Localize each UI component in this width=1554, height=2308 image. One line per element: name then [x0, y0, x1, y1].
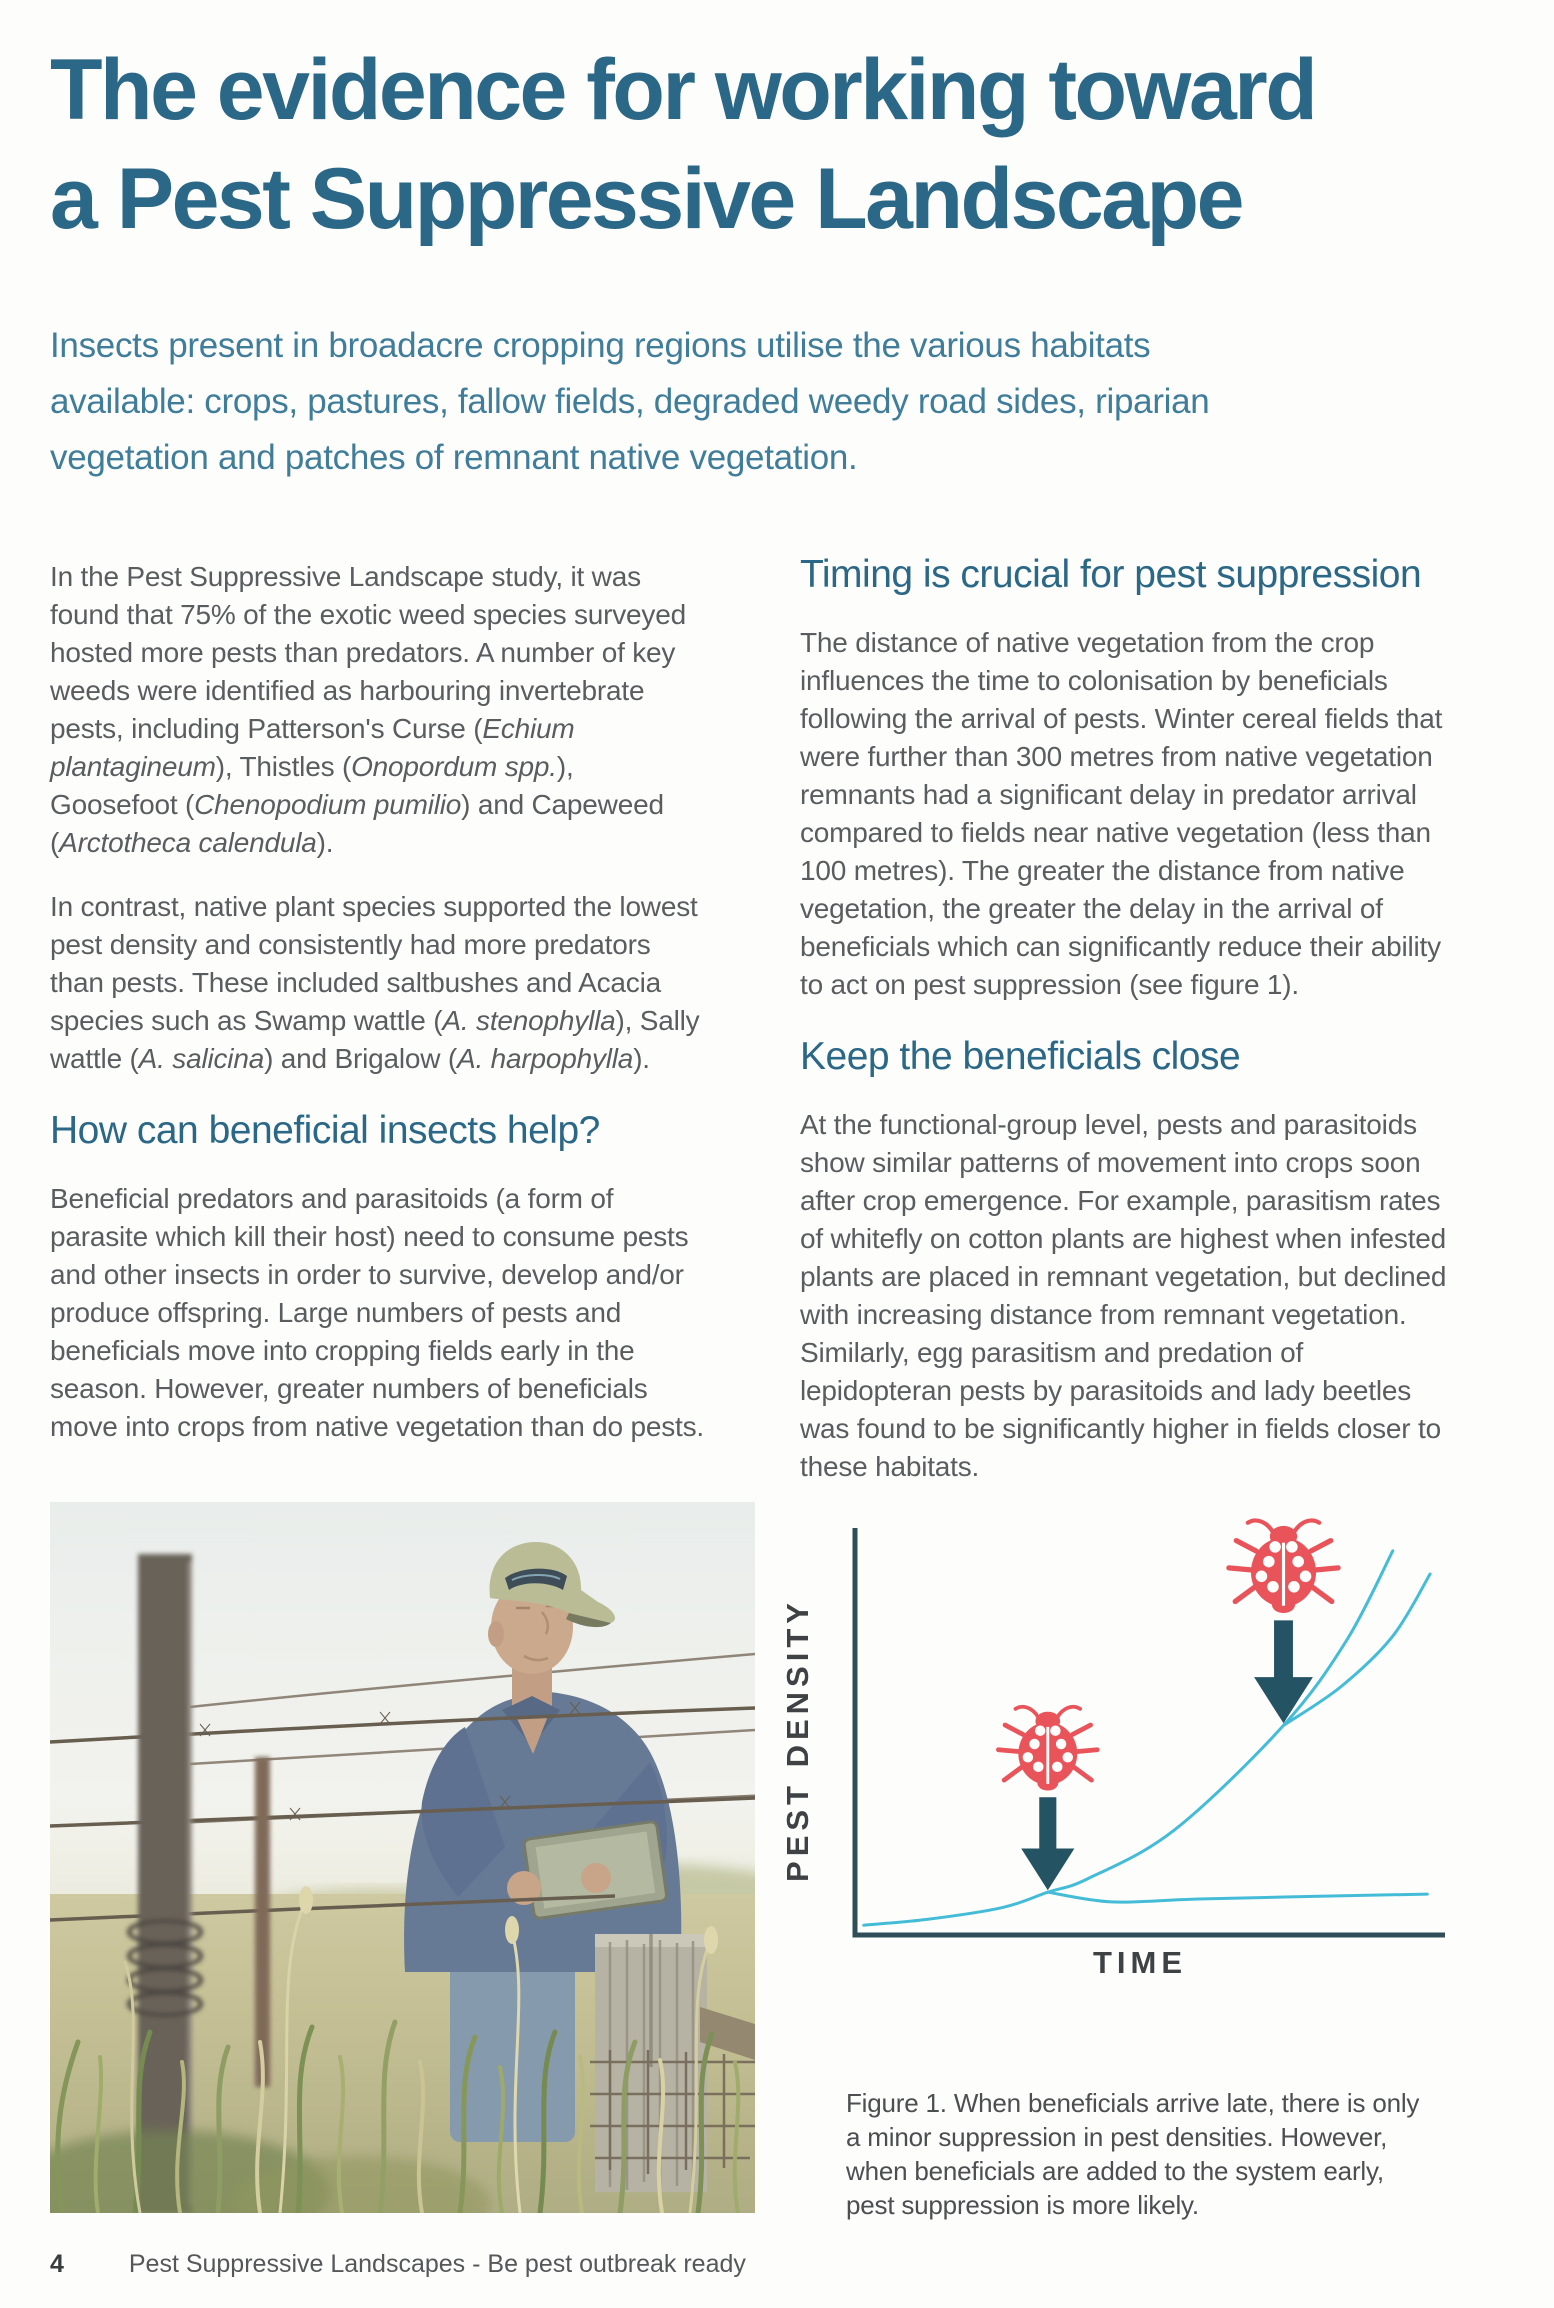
left-paragraph-3: Beneficial predators and parasitoids (a form of parasite which kill their host) need to consume pests and other insects in order to survive, develop and/or produce offspring. Large numbers of pests and beneficials move into cropping fields early in the season. However, greater numbers of beneficials move into crops from native vegetation than do pests. [50, 1183, 704, 1442]
right-column [800, 552, 1462, 1512]
page-title-line1: The evidence for working toward [50, 42, 1316, 138]
left-column [50, 558, 705, 1472]
page-footer [50, 2250, 1150, 2279]
right-paragraph-2: At the functional-group level, pests and parasitoids show similar patterns of movement into crops soon after crop emergence. For example, parasitism rates of whitefly on cotton plants are highest when infested plants are placed in remnant vegetation, but declined with increasing distance from remnant vegetation. Similarly, egg parasitism and predation of lepidopteran pests by parasitoids and lady beetles was found to be significantly higher in fields closer to these habitats. [800, 1109, 1447, 1482]
chart-axes [855, 1528, 1445, 1935]
intro-paragraph: Insects present in broadacre cropping regions utilise the various habitats available: crops, pastures, fallow fields, degraded weedy road sides, riparian vegetation and patches of remnant native vegetation. [50, 326, 1210, 477]
arrow-down-icon [1021, 1797, 1074, 1890]
field-photo [50, 1502, 755, 2213]
section-heading-timing: Timing is crucial for pest suppression [800, 553, 1422, 596]
time-axis-label: TIME [1092, 1945, 1188, 1980]
right-paragraph-1: The distance of native vegetation from the crop influences the time to colonisation by beneficials following the arrival of pests. Winter cereal fields that were further than 300 metres from native vegetation remnants had a significant delay in predator arrival compared to fields near native vegetation (less than 100 metres). The greater the distance from native vegetation, the greater the delay in the arrival of beneficials which can significantly reduce their ability to act on pest suppression (see figure 1). [800, 627, 1443, 1000]
section-heading-keep-beneficials-close: Keep the beneficials close [800, 1035, 1241, 1078]
section-heading-beneficial-insects: How can beneficial insects help? [50, 1109, 600, 1152]
ladybug-icon [1229, 1520, 1338, 1613]
figure-chart [778, 1503, 1462, 2008]
arrow-down-icon [1254, 1620, 1313, 1723]
pest-curve-unsuppressed [864, 1551, 1393, 1925]
figure-caption: Figure 1. When beneficials arrive late, there is only a minor suppression in pest densities. However, when beneficials are added to the system early, pest suppression is more likely. [846, 2088, 1420, 2220]
ladybug-annotation-early [998, 1707, 1097, 1890]
ladybug-annotation-late [1229, 1520, 1338, 1723]
left-paragraph-2: In contrast, native plant species supported the lowest pest density and consistently had more predators than pests. These included saltbushes and Acacia species such as Swamp wattle (A. stenophylla), Sally wattle (A. salicina) and Brigalow (A. harpophylla). [50, 891, 700, 1074]
ladybug-icon [998, 1707, 1097, 1791]
footer-page-number: 4 [50, 2250, 64, 2278]
page-title [50, 36, 1315, 254]
footer-text: Pest Suppressive Landscapes - Be pest outbreak ready [128, 2250, 746, 2278]
pest-density-axis-label: PEST DENSITY [780, 1598, 815, 1882]
page-title-line2: a Pest Suppressive Landscape [50, 151, 1242, 247]
pest-curve-early-beneficials [1048, 1892, 1428, 1902]
left-paragraph-1: In the Pest Suppressive Landscape study, it was found that 75% of the exotic weed species surveyed hosted more pests than predators. A number of key weeds were identified as harbouring invertebrate pests, including Patterson's Curse (Echium plantagineum), Thistles (Onopordum spp.), Goosefoot (Chenopodium pumilio) and Capeweed (Arctotheca calendula). [50, 561, 686, 858]
